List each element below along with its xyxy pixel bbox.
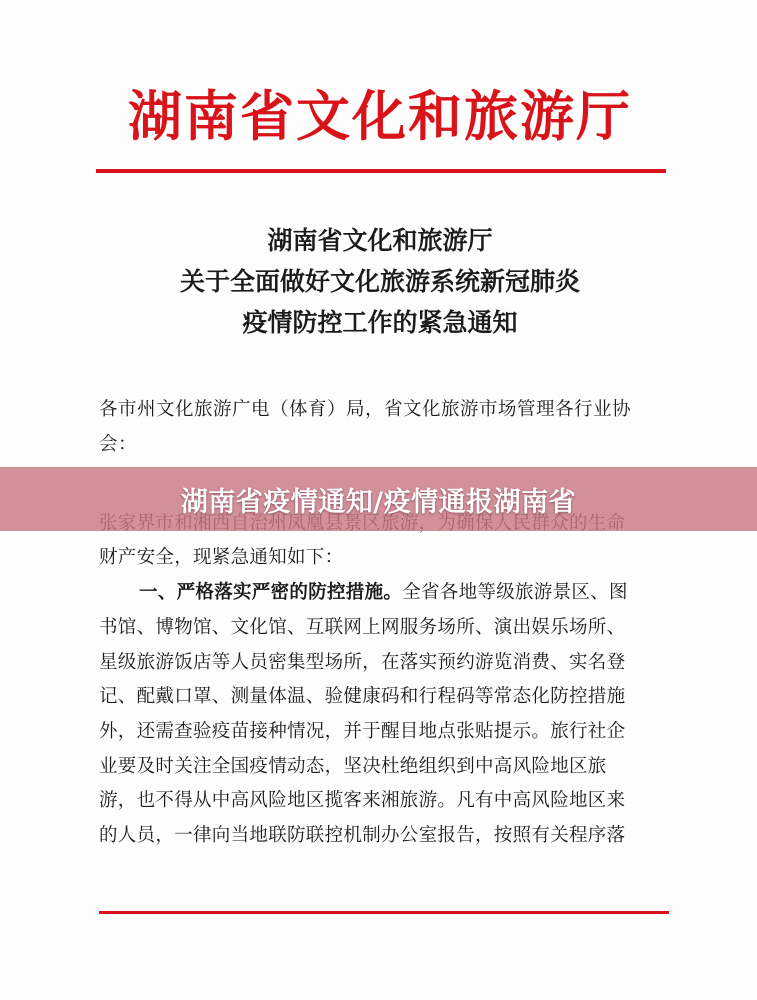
body-line: 外，还需查验疫苗接种情况，并于醒目地点张贴提示。旅行社企 — [99, 720, 626, 742]
notice-title-block — [100, 220, 660, 343]
addressee — [99, 392, 667, 462]
section-heading-line — [99, 576, 667, 611]
title-banner — [0, 467, 757, 531]
body-text-inline: 全省各地等级旅游景区、图 — [402, 582, 628, 604]
footer-red-rule — [99, 911, 669, 914]
banner-title: 湖南省疫情通知/疫情通报湖南省 — [180, 486, 577, 518]
letterhead-title: 湖南省文化和旅游厅 — [128, 85, 632, 148]
notice-title-line: 关于全面做好文化旅游系统新冠肺炎 — [179, 267, 580, 296]
letterhead-red-rule — [96, 169, 666, 173]
body-line: 书馆、博物馆、文化馆、互联网上网服务场所、演出娱乐场所、 — [99, 616, 626, 638]
addressee-line: 各市州文化旅游广电（体育）局，省文化旅游市场管理各行业协 — [99, 399, 632, 420]
body-line: 游，也不得从中高风险地区揽客来湘旅游。凡有中高风险地区来 — [99, 790, 626, 812]
body-line: 的人员，一律向当地联防联控机制办公室报告，按照有关程序落 — [99, 825, 626, 847]
body-line: 记、配戴口罩、测量体温、验健康码和行程码等常态化防控措施 — [99, 686, 626, 708]
addressee-line: 会： — [99, 434, 138, 455]
section-heading: 一、严格落实严密的防控措施。 — [139, 582, 403, 604]
body-line: 业要及时关注全国疫情动态，坚决杜绝组织到中高风险地区旅 — [99, 755, 607, 777]
body-line: 财产安全，现紧急通知如下： — [99, 547, 344, 569]
notice-title-line: 疫情防控工作的紧急通知 — [242, 308, 518, 337]
body-line: 星级旅游饭店等人员密集型场所，在落实预约游览消费、实名登 — [99, 651, 626, 673]
notice-title-line: 湖南省文化和旅游厅 — [267, 226, 493, 255]
